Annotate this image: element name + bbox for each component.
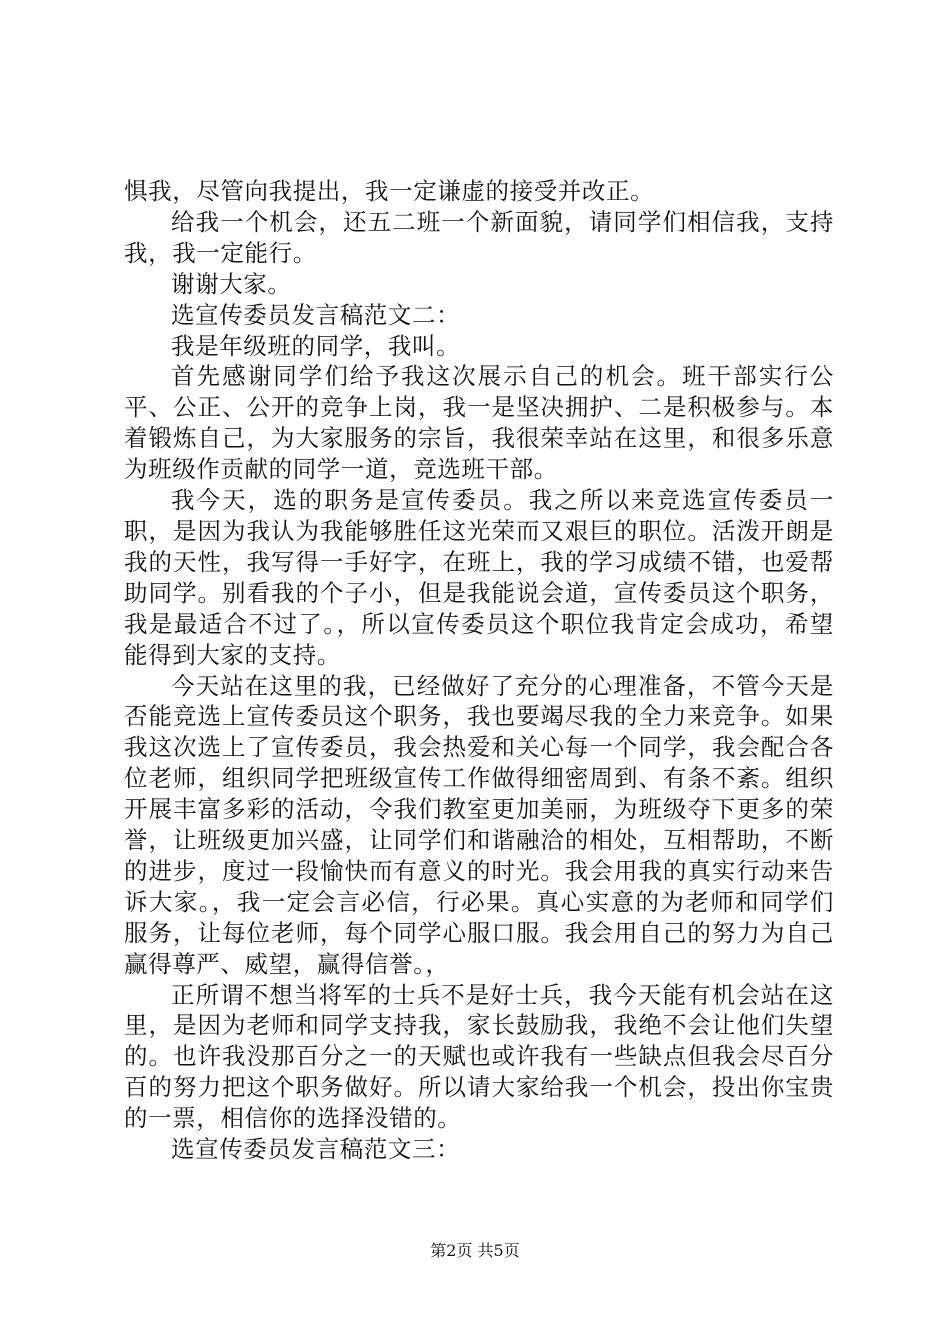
- paragraph: 正所谓不想当将军的士兵不是好士兵，我今天能有机会站在这里，是因为老师和同学支持我，家长鼓励我，我绝不会让他们失望的。也许我没那百分之一的天赋也或许我有一些缺点但我会尽百分百的努力把这个职务做好。所以请大家给我一个机会，投出你宝贵的一票，相信你的选择没错的。: [124, 980, 834, 1133]
- paragraph: 我是年级班的同学，我叫。: [171, 331, 461, 360]
- paragraph: 给我一个机会，还五二班一个新面貌，请同学们相信我，支持我，我一定能行。: [124, 207, 834, 267]
- section-heading: 选宣传委员发言稿范文三：: [171, 1135, 461, 1164]
- paragraph: 谢谢大家。: [171, 269, 292, 298]
- paragraph: 今天站在这里的我，已经做好了充分的心理准备，不管今天是否能竞选上宣传委员这个职务，我也要竭尽我的全力来竞争。如果我这次选上了宣传委员，我会热爱和关心每一个同学，我会配合各位老师，组织同学把班级宣传工作做得细密周到、有条不紊。组织开展丰富多彩的活动，令我们教室更加美丽，为班级夺下更多的荣誉，让班级更加兴盛，让同学们和谐融洽的相处，互相帮助，不断的进步，度过一段愉快而有意义的时光。我会用我的真实行动来告诉大家。，我一定会言必信，行必果。真心实意的为老师和同学们服务，让每位老师，每个同学心服口服。我会用自己的努力为自己赢得尊严、威望，赢得信誉。，: [124, 671, 834, 978]
- document-body: [124, 176, 834, 1165]
- paragraph: 我今天，选的职务是宣传委员。我之所以来竞选宣传委员一职，是因为我认为我能够胜任这光荣而又艰巨的职位。活泼开朗是我的天性，我写得一手好字，在班上，我的学习成绩不错，也爱帮助同学。别看我的个子小，但是我能说会道，宣传委员这个职务，我是最适合不过了。，所以宣传委员这个职位我肯定会成功，希望能得到大家的支持。: [124, 486, 834, 669]
- paragraph: 首先感谢同学们给予我这次展示自己的机会。班干部实行公平、公正、公开的竞争上岗，我一是坚决拥护、二是积极参与。本着锻炼自己，为大家服务的宗旨，我很荣幸站在这里，和很多乐意为班级作贡献的同学一道，竞选班干部。: [124, 362, 834, 484]
- paragraph-continuation: 惧我，尽管向我提出，我一定谦虚的接受并改正。: [124, 177, 655, 205]
- section-heading: 选宣传委员发言稿范文二：: [171, 300, 461, 329]
- page-number-footer: 第2页 共5页: [430, 1241, 520, 1260]
